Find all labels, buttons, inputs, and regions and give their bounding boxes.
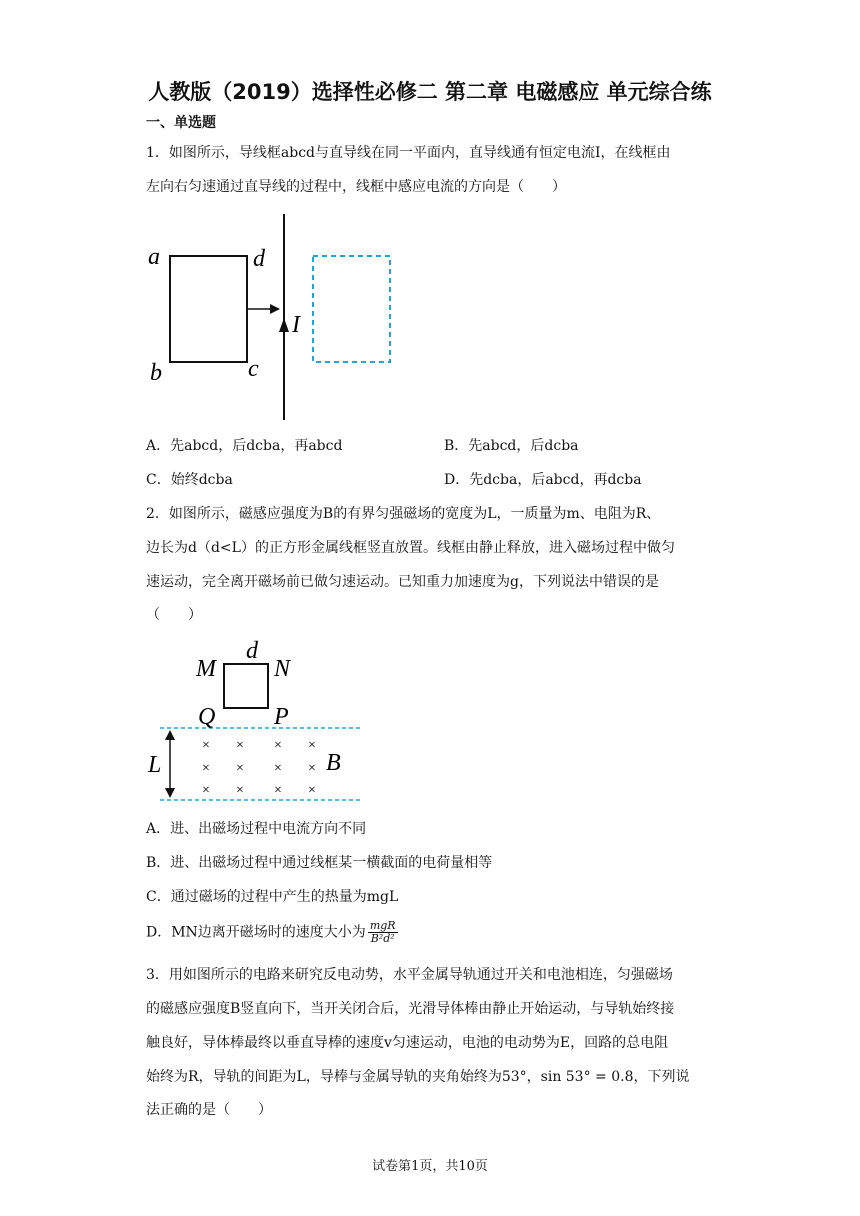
q2-label-q: Q: [198, 704, 216, 730]
q1-figure: [140, 210, 410, 425]
q1-label-c: c: [248, 356, 259, 382]
q2-width-arrow-bottom: [165, 788, 175, 798]
q2-label-m: M: [196, 656, 216, 682]
q2-text-line3: 速运动，完全离开磁场前已做匀速运动。已知重力加速度为g，下列说法中错误的是: [146, 574, 659, 590]
q2-option-d-text: D．MN边离开磁场时的速度大小为: [146, 924, 366, 941]
q2-cross: ×: [202, 761, 210, 776]
q2-label-n: N: [274, 656, 291, 682]
page-title: 人教版（2019）选择性必修二 第二章 电磁感应 单元综合练: [148, 80, 712, 104]
q1-label-b: b: [150, 360, 162, 386]
q2-width-arrow-top: [165, 730, 175, 740]
q2-cross: ×: [236, 761, 244, 776]
q2-cross: ×: [236, 738, 244, 753]
q1-option-d[interactable]: D．先dcba，后abcd，再dcba: [444, 472, 642, 488]
q2-option-a[interactable]: A．进、出磁场过程中电流方向不同: [146, 821, 367, 837]
q3-text-line4: 始终为R，导轨的间距为L，导棒与金属导轨的夹角始终为53°，sin 53° = 0.8，下列说: [146, 1069, 690, 1085]
q2-cross: ×: [308, 738, 316, 753]
q1-label-d: d: [253, 246, 265, 272]
q1-motion-arrowhead: [270, 304, 280, 314]
q3-text-line5: 法正确的是（ ）: [146, 1102, 272, 1118]
q2-text-line4: （ ）: [146, 607, 202, 623]
q3-text-line2: 的磁感应强度B竖直向下，当开关闭合后，光滑导体棒由静止开始运动，与导轨始终接: [146, 1001, 675, 1017]
q3-text-line1: 3．用如图所示的电路来研究反电动势，水平金属导轨通过开关和电池相连，匀强磁场: [146, 967, 673, 983]
q2-option-c[interactable]: C．通过磁场的过程中产生的热量为mgL: [146, 889, 399, 905]
q2-cross: ×: [308, 761, 316, 776]
q2-fraction-denominator: B²d²: [370, 932, 395, 945]
q2-label-l: L: [148, 752, 162, 778]
page-footer: 试卷第1页，共10页: [372, 1159, 488, 1174]
q1-current-arrowhead: [279, 318, 289, 332]
q2-field-crosses: [202, 738, 316, 798]
q2-option-b[interactable]: B．进、出磁场过程中通过线框某一横截面的电荷量相等: [146, 855, 493, 871]
q1-wire-frame: [170, 256, 247, 362]
section-heading: 一、单选题: [146, 115, 216, 131]
q2-figure: [140, 630, 370, 810]
q2-square-frame: [224, 664, 268, 708]
q2-label-p: P: [274, 704, 289, 730]
q1-option-c[interactable]: C．始终dcba: [146, 472, 233, 488]
q1-option-b[interactable]: B．先abcd，后dcba: [444, 438, 579, 454]
q1-text-line2: 左向右匀速通过直导线的过程中，线框中感应电流的方向是（ ）: [146, 179, 566, 195]
q1-text-line1: 1．如图所示，导线框abcd与直导线在同一平面内，直导线通有恒定电流I，在线框由: [146, 145, 671, 161]
q2-text-line1: 2．如图所示，磁感应强度为B的有界匀强磁场的宽度为L，一质量为m、电阻为R、: [146, 506, 661, 522]
q1-option-a[interactable]: A．先abcd，后dcba，再abcd: [146, 438, 343, 454]
q2-cross: ×: [236, 783, 244, 798]
q1-label-current: I: [292, 312, 300, 338]
q2-text-line2: 边长为d（d<L）的正方形金属线框竖直放置。线框由静止释放，进入磁场过程中做匀: [146, 540, 675, 556]
q2-label-b: B: [326, 750, 341, 776]
q2-cross: ×: [308, 783, 316, 798]
q2-cross: ×: [274, 738, 282, 753]
q2-option-d[interactable]: [146, 920, 398, 945]
q2-cross: ×: [202, 738, 210, 753]
q2-cross: ×: [274, 783, 282, 798]
q3-text-line3: 触良好，导体棒最终以垂直导棒的速度v匀速运动，电池的电动势为E，回路的总电阻: [146, 1035, 669, 1051]
q2-cross: ×: [202, 783, 210, 798]
q2-option-d-fraction: [368, 920, 398, 945]
q2-cross: ×: [274, 761, 282, 776]
q1-label-a: a: [148, 244, 160, 270]
q2-fraction-numerator: mgR: [369, 919, 396, 932]
q2-label-d: d: [246, 638, 258, 664]
q1-dashed-frame: [313, 256, 390, 362]
